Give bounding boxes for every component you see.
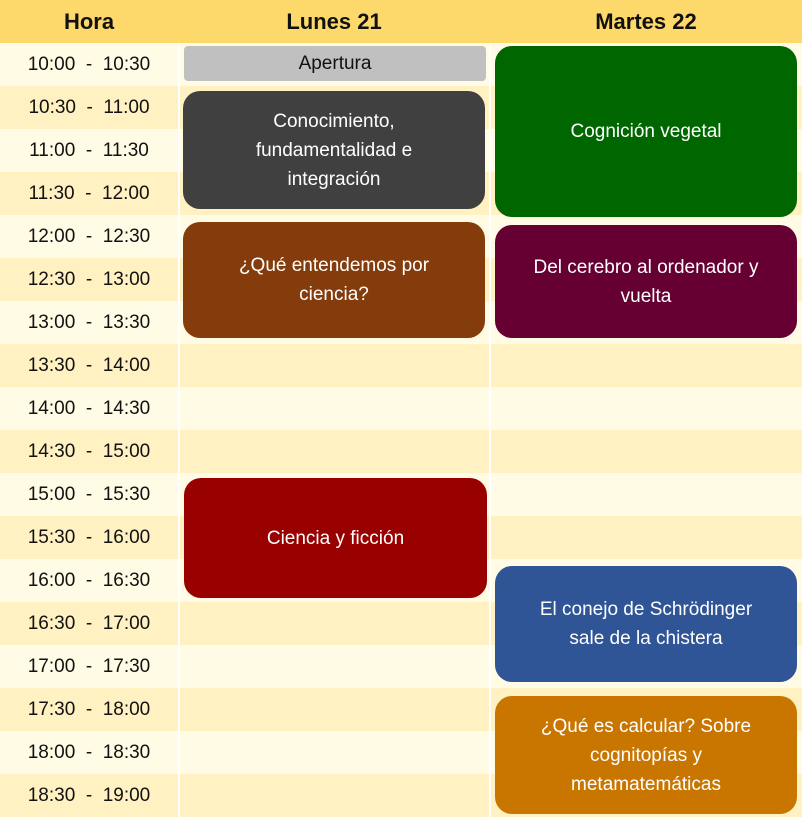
event-title: ¿Qué es calcular? Sobre cognitopías y metamatemáticas <box>540 715 752 795</box>
time-slot-label: 17:00 - 17:30 <box>27 656 151 677</box>
event-title: El conejo de Schrödinger sale de la chistera <box>539 599 753 649</box>
event-que-es-calcular[interactable] <box>495 696 797 814</box>
time-slot-label: 14:30 - 15:00 <box>27 441 151 462</box>
time-slot-label: 18:30 - 19:00 <box>27 785 151 806</box>
event-ciencia-y-ficcion[interactable] <box>184 478 487 598</box>
column-header-martes: Martes 22 <box>595 9 697 34</box>
event-title: Conocimiento, fundamentalidad e integración <box>255 110 413 190</box>
event-title: Ciencia y ficción <box>266 527 405 549</box>
time-slot-label: 14:00 - 14:30 <box>27 398 151 419</box>
time-slot-label: 12:30 - 13:00 <box>27 269 151 290</box>
time-slot-label: 11:30 - 12:00 <box>28 183 150 204</box>
time-slot-label: 10:30 - 11:00 <box>28 97 150 118</box>
time-slot-label: 12:00 - 12:30 <box>27 226 151 247</box>
time-row <box>0 387 802 430</box>
event-conocimiento[interactable] <box>183 91 485 209</box>
time-row <box>0 344 802 387</box>
event-apertura[interactable] <box>184 46 486 81</box>
time-slot-label: 13:30 - 14:00 <box>27 355 151 376</box>
time-slot-label: 13:00 - 13:30 <box>27 312 151 333</box>
time-slot-label: 11:00 - 11:30 <box>29 140 149 161</box>
column-header-hora: Hora <box>63 9 115 34</box>
event-que-entendemos-por-ciencia[interactable] <box>183 222 485 338</box>
time-row <box>0 430 802 473</box>
event-cognicion-vegetal[interactable] <box>495 46 797 217</box>
column-divider <box>178 43 180 818</box>
column-header-lunes: Lunes 21 <box>286 9 382 34</box>
event-title: Cognición vegetal <box>570 121 722 142</box>
time-slot-label: 10:00 - 10:30 <box>27 54 151 75</box>
column-divider <box>489 43 491 818</box>
time-slot-label: 15:00 - 15:30 <box>27 484 151 505</box>
time-slot-label: 16:30 - 17:00 <box>27 613 151 634</box>
time-slot-label: 16:00 - 16:30 <box>27 570 151 591</box>
time-slot-label: 18:00 - 18:30 <box>27 742 151 763</box>
event-title: ¿Qué entendemos por ciencia? <box>238 255 430 305</box>
event-title: Apertura <box>298 53 372 74</box>
event-conejo-de-schrodinger[interactable] <box>495 566 797 682</box>
time-slot-label: 17:30 - 18:00 <box>27 699 151 720</box>
header-row <box>0 0 802 43</box>
event-title: Del cerebro al ordenador y vuelta <box>533 256 759 307</box>
event-del-cerebro-al-ordenador[interactable] <box>495 225 797 338</box>
time-slot-label: 15:30 - 16:00 <box>27 527 151 548</box>
